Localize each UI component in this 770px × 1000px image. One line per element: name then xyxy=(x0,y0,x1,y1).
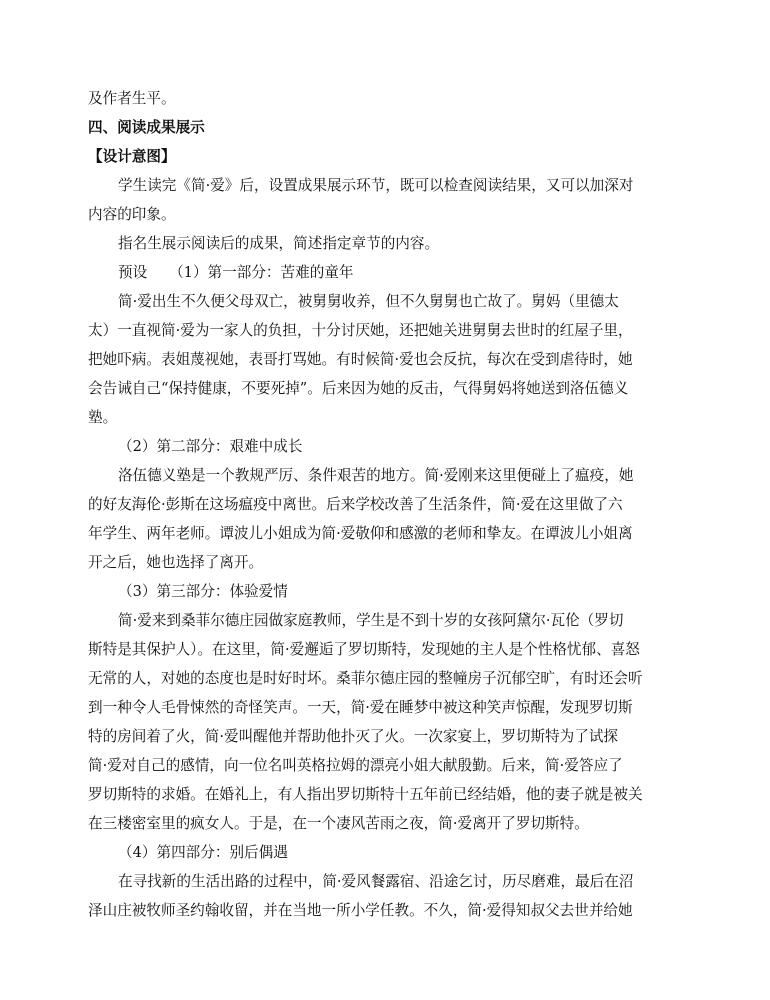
text-line: 泽山庄被牧师圣约翰收留，并在当地一所小学任教。不久，简·爱得知叔父去世并给她 xyxy=(88,902,633,919)
text-line: 在三楼密室里的疯女人。于是，在一个凄风苦雨之夜，简·爱离开了罗切斯特。 xyxy=(88,815,589,832)
part-heading: （3）第三部分：体验爱情 xyxy=(118,583,288,600)
text-line: 内容的印象。 xyxy=(88,206,176,223)
section-heading: 四、阅读成果展示 xyxy=(88,119,205,136)
text-line: 罗切斯特的求婚。在婚礼上，有人指出罗切斯特十五年前已经结婚，他的妻子就是被关 xyxy=(88,786,643,803)
text-line: 开之后，她也选择了离开。 xyxy=(88,554,264,571)
text-line: 太）一直视简·爱为一家人的负担，十分讨厌她，还把她关进舅舅去世时的红屋子里， xyxy=(88,322,633,339)
design-intent-label: 【设计意图】 xyxy=(88,148,176,165)
text-line: 学生读完《简·爱》后，设置成果展示环节，既可以检查阅读结果，又可以加深对 xyxy=(118,177,634,194)
text-line: 塾。 xyxy=(88,409,118,426)
text-line: 指名生展示阅读后的成果，简述指定章节的内容。 xyxy=(118,235,440,252)
text-line: 斯特是其保护人）。在这里，简·爱邂逅了罗切斯特，发现她的主人是个性格忧郁、喜怒 xyxy=(88,641,640,658)
part-heading: （4）第四部分：别后偶遇 xyxy=(118,844,288,861)
part-heading: （2）第二部分：艰难中成长 xyxy=(118,438,303,455)
text-line: 简·爱出生不久便父母双亡，被舅舅收养，但不久舅舅也亡故了。舅妈（里德太 xyxy=(118,293,619,310)
text-line: 无常的人，对她的态度也是时好时坏。桑菲尔德庄园的整幢房子沉郁空旷，有时还会听 xyxy=(88,670,643,687)
text-line: 及作者生平。 xyxy=(88,90,176,107)
text-line: 简·爱来到桑菲尔德庄园做家庭教师，学生是不到十岁的女孩阿黛尔·瓦伦（罗切 xyxy=(118,612,624,629)
text-line: 到一种令人毛骨悚然的奇怪笑声。一天，简·爱在睡梦中被这种笑声惊醒，发现罗切斯 xyxy=(88,699,633,716)
text-line: 年学生、两年老师。谭波儿小姐成为简·爱敬仰和感激的老师和挚友。在谭波儿小姐离 xyxy=(88,525,633,542)
text-line: 把她吓病。表姐蔑视她，表哥打骂她。有时候简·爱也会反抗，每次在受到虐待时，她 xyxy=(88,351,633,368)
part-heading: 预设 （1）第一部分：苦难的童年 xyxy=(118,264,354,281)
text-line: 的好友海伦·彭斯在这场瘟疫中离世。后来学校改善了生活条件，简·爱在这里做了六 xyxy=(88,496,623,513)
text-line: 简·爱对自己的感情，向一位名叫英格拉姆的漂亮小姐大献殷勤。后来，简·爱答应了 xyxy=(88,757,623,774)
text-line: 在寻找新的生活出路的过程中，简·爱风餐露宿、沿途乞讨，历尽磨难，最后在沼 xyxy=(118,873,634,890)
text-line: 特的房间着了火，简·爱叫醒他并帮助他扑灭了火。一次家宴上，罗切斯特为了试探 xyxy=(88,728,619,745)
text-line: 洛伍德义塾是一个教规严厉、条件艰苦的地方。简·爱刚来这里便碰上了瘟疫，她 xyxy=(118,467,634,484)
text-line: 会告诫自己“保持健康，不要死掉”。后来因为她的反击，气得舅妈将她送到洛伍德义 xyxy=(88,380,629,397)
